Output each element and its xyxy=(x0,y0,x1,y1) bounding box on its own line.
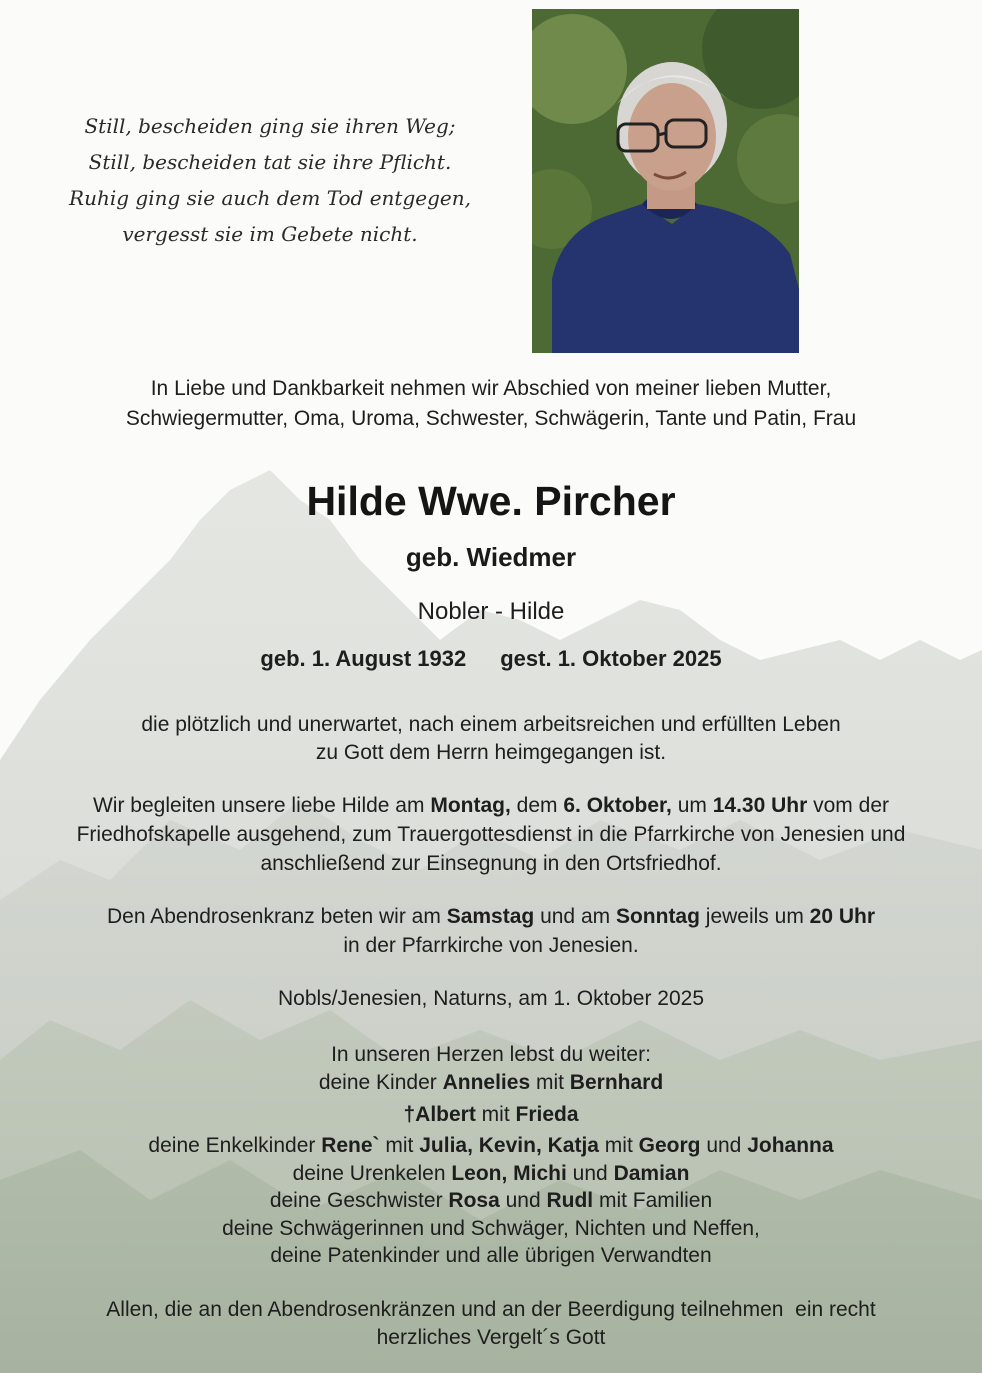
passing-line: zu Gott dem Herrn heimgegangen ist. xyxy=(315,741,667,764)
person-name: Bernhard xyxy=(569,1071,664,1094)
survivors-others: deine Patenkinder und alle übrigen Verwandten xyxy=(270,1244,712,1267)
nickname: Nobler - Hilde xyxy=(417,598,565,625)
funeral-day: Montag, xyxy=(430,794,511,817)
birth-date: geb. 1. August 1932 xyxy=(260,646,467,671)
text: und am xyxy=(534,905,616,928)
text: um xyxy=(671,794,713,817)
passing-line: die plötzlich und unerwartet, nach einem arbeitsreichen und erfüllten Leben xyxy=(141,713,841,736)
person-name: Rudl xyxy=(546,1189,594,1212)
text: jeweils um xyxy=(699,905,810,928)
life-dates xyxy=(0,646,982,672)
text: Den Abendrosenkranz beten wir am xyxy=(106,905,447,928)
intro-line: Schwiegermutter, Oma, Uroma, Schwester, Schwägerin, Tante und Patin, Frau xyxy=(125,407,857,430)
deceased-name: Hilde Wwe. Pircher xyxy=(306,478,676,524)
maiden-name: geb. Wiedmer xyxy=(405,542,577,572)
text: und xyxy=(566,1162,614,1185)
text: deine Urenkelen xyxy=(292,1162,452,1185)
funeral-line xyxy=(0,794,982,818)
poem-line: Still, bescheiden ging sie ihren Weg; xyxy=(84,114,456,138)
text: und xyxy=(700,1134,748,1157)
survivors-grandchildren xyxy=(0,1134,982,1158)
text: deine Geschwister xyxy=(269,1189,449,1212)
person-name: Georg xyxy=(638,1134,701,1157)
survivors-children xyxy=(0,1071,982,1095)
thanks-line: Allen, die an den Abendrosenkränzen und an der Beerdigung teilnehmen ein recht xyxy=(106,1298,876,1321)
funeral-line: Friedhofskapelle ausgehend, zum Trauergottesdienst in die Pfarrkirche von Jenesien und xyxy=(76,823,906,846)
text: deine Enkelkinder xyxy=(148,1134,322,1157)
text: mit xyxy=(475,1103,516,1126)
rosary-line xyxy=(0,905,982,929)
person-name: Johanna xyxy=(747,1134,834,1157)
funeral-line: anschließend zur Einsegnung in den Ortsfriedhof. xyxy=(260,852,722,875)
poem xyxy=(60,108,480,252)
text: mit xyxy=(530,1071,570,1094)
text: mit xyxy=(598,1134,639,1157)
text: und xyxy=(499,1189,547,1212)
person-name: Damian xyxy=(613,1162,690,1185)
place-date: Nobls/Jenesien, Naturns, am 1. Oktober 2025 xyxy=(277,987,705,1010)
text: deine Kinder xyxy=(318,1071,443,1094)
poem-line: Still, bescheiden tat sie ihre Pflicht. xyxy=(88,150,452,174)
poem-line: Ruhig ging sie auch dem Tod entgegen, xyxy=(69,186,471,210)
rosary-time: 20 Uhr xyxy=(809,905,876,928)
funeral-time: 14.30 Uhr xyxy=(712,794,808,817)
intro-line: In Liebe und Dankbarkeit nehmen wir Abschied von meiner lieben Mutter, xyxy=(150,377,832,400)
survivors-children-2 xyxy=(0,1103,982,1127)
text: vom der xyxy=(807,794,889,817)
person-name: Frieda xyxy=(515,1103,579,1126)
rosary-line: in der Pfarrkirche von Jenesien. xyxy=(343,934,639,957)
person-name: Julia, Kevin, Katja xyxy=(419,1134,599,1157)
survivors-inlaws: deine Schwägerinnen und Schwäger, Nichten und Neffen, xyxy=(222,1217,760,1240)
rosary-day: Samstag xyxy=(446,905,535,928)
thanks-line: herzliches Vergelt´s Gott xyxy=(376,1326,606,1349)
portrait-photo xyxy=(532,9,799,353)
person-name: Annelies xyxy=(442,1071,531,1094)
survivors-siblings xyxy=(0,1189,982,1213)
person-name: Leon, Michi xyxy=(451,1162,567,1185)
funeral-date: 6. Oktober, xyxy=(563,794,672,817)
poem-line: vergesst sie im Gebete nicht. xyxy=(122,222,418,246)
person-name: Rosa xyxy=(448,1189,500,1212)
text: dem xyxy=(510,794,564,817)
survivors-great-grandchildren xyxy=(0,1162,982,1186)
text: mit Familien xyxy=(593,1189,713,1212)
text: Wir begleiten unsere liebe Hilde am xyxy=(92,794,431,817)
rosary-day: Sonntag xyxy=(615,905,700,928)
person-name: †Albert xyxy=(403,1103,476,1126)
death-date: gest. 1. Oktober 2025 xyxy=(500,646,722,671)
text: mit xyxy=(379,1134,420,1157)
person-name: Rene` xyxy=(321,1134,380,1157)
survivors-heading: In unseren Herzen lebst du weiter: xyxy=(331,1043,651,1066)
